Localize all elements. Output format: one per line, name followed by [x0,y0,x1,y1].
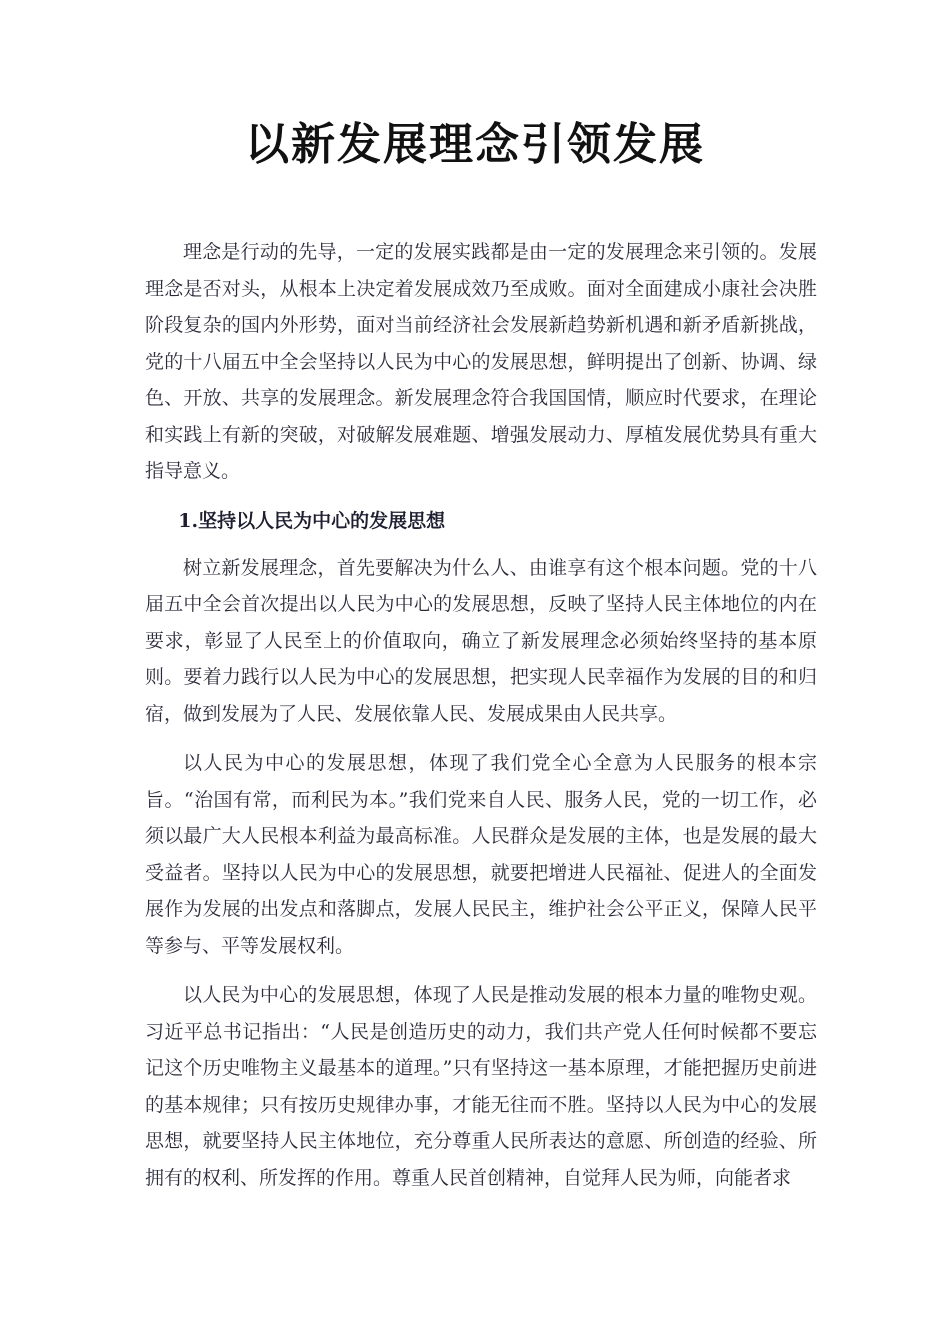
document-body [145,234,817,1209]
section-paragraph: 以人民为中心的发展思想，体现了我们党全心全意为人民服务的根本宗旨。“治国有常，而利民为本。”我们党来自人民、服务人民，党的一切工作，必须以最广大人民根本利益为最高标准。人民群众是发展的主体，也是发展的最大受益者。坚持以人民为中心的发展思想，就要把增进人民福祉、促进人的全面发展作为发展的出发点和落脚点，发展人民民主，维护社会公平正义，保障人民平等参与、平等发展权利。 [145,752,817,957]
section-paragraph: 以人民为中心的发展思想，体现了人民是推动发展的根本力量的唯物史观。习近平总书记指出：“人民是创造历史的动力，我们共产党人任何时候都不要忘记这个历史唯物主义最基本的道理。”只有坚持这一基本原理，才能把握历史前进的基本规律；只有按历史规律办事，才能无往而不胜。坚持以人民为中心的发展思想，就要坚持人民主体地位，充分尊重人民所表达的意愿、所创造的经验、所拥有的权利、所发挥的作用。尊重人民首创精神，自觉拜人民为师，向能者求 [145,984,817,1189]
intro-paragraph: 理念是行动的先导，一定的发展实践都是由一定的发展理念来引领的。发展理念是否对头，从根本上决定着发展成效乃至成败。面对全面建成小康社会决胜阶段复杂的国内外形势，面对当前经济社会发展新趋势新机遇和新矛盾新挑战，党的十八届五中全会坚持以人民为中心的发展思想，鲜明提出了创新、协调、绿色、开放、共享的发展理念。新发展理念符合我国国情，顺应时代要求，在理论和实践上有新的突破，对破解发展难题、增强发展动力、厚植发展优势具有重大指导意义。 [145,241,817,482]
section-heading: 1.坚持以人民为中心的发展思想 [178,509,446,532]
section-paragraph: 树立新发展理念，首先要解决为什么人、由谁享有这个根本问题。党的十八届五中全会首次提出以人民为中心的发展思想，反映了坚持人民主体地位的内在要求，彰显了人民至上的价值取向，确立了新发展理念必须始终坚持的基本原则。要着力践行以人民为中心的发展思想，把实现人民幸福作为发展的目的和归宿，做到发展为了人民、发展依靠人民、发展成果由人民共享。 [145,556,817,725]
document-title: 以新发展理念引领发展 [245,119,705,171]
